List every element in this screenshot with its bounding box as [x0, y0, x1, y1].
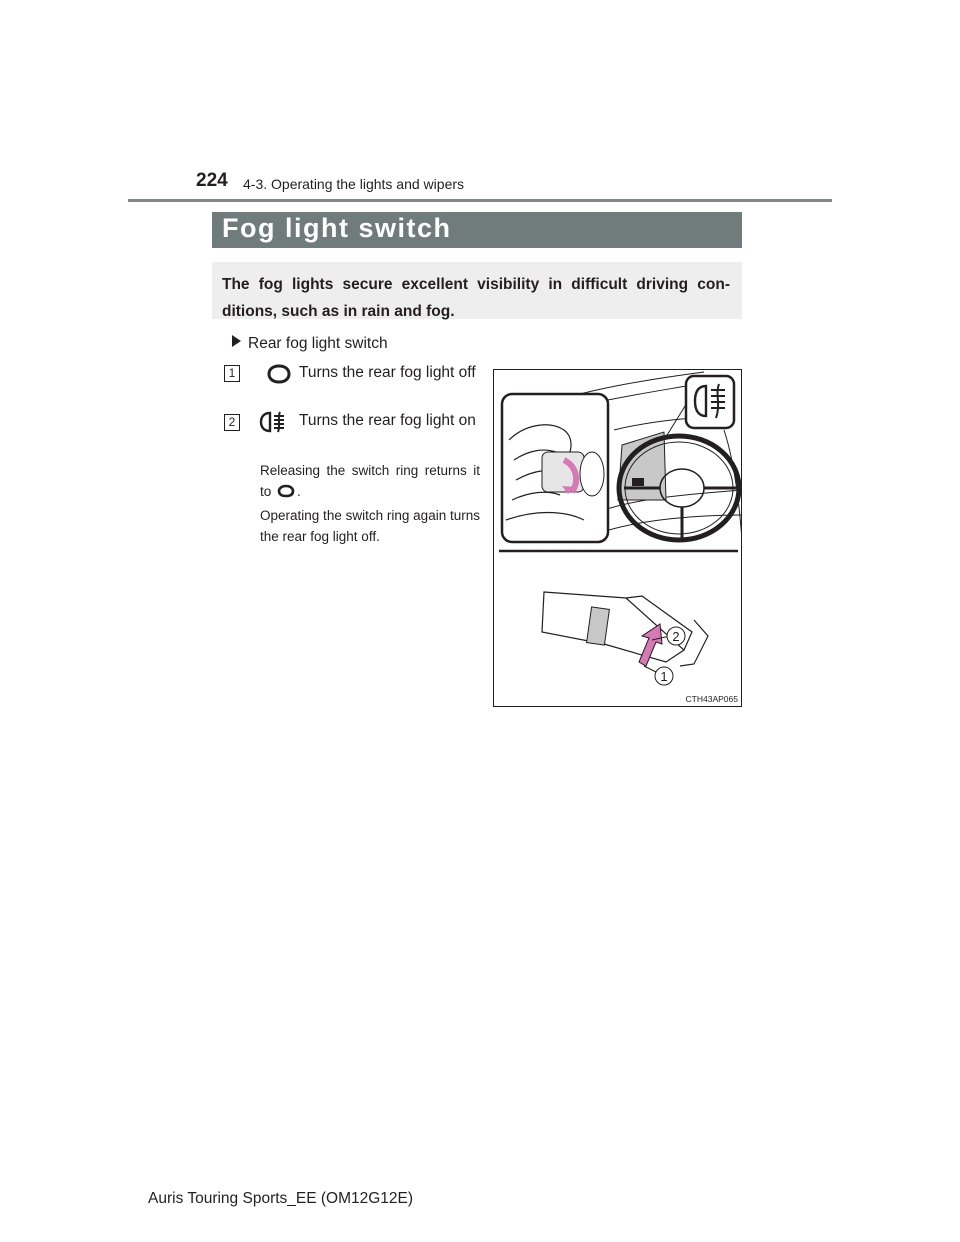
subsection-heading-text: Rear fog light switch	[248, 335, 388, 352]
header-rule	[128, 199, 832, 202]
note-release	[260, 460, 480, 502]
step-number-2: 2	[224, 414, 240, 431]
switch-illustration	[493, 369, 742, 707]
callout-1: 1	[660, 669, 668, 684]
note-release-end: .	[297, 484, 301, 499]
figure-code: CTH43AP065	[685, 694, 738, 704]
footer-text: Auris Touring Sports_EE (OM12G12E)	[148, 1190, 414, 1207]
note-release-text: Releasing the switch ring returns it to	[260, 463, 480, 499]
subsection-heading	[232, 335, 388, 353]
callout-2: 2	[672, 629, 680, 644]
step-text-1: Turns the rear fog light off	[299, 364, 476, 381]
rear-fog-light-icon	[258, 410, 288, 434]
section-title: Fog light switch	[222, 213, 452, 243]
section-title-bar	[212, 212, 742, 248]
triangle-bullet-icon	[232, 335, 241, 347]
chapter-title: 4-3. Operating the lights and wipers	[243, 176, 465, 192]
step-number-1: 1	[224, 365, 240, 382]
note-operate: Operating the switch ring again turns the rear fog light off.	[260, 508, 480, 544]
fog-light-off-icon	[264, 362, 294, 386]
intro-text: The fog lights secure excellent visibility in difficult driving con-ditions, such as in rain and fog.	[222, 276, 730, 320]
fog-light-off-icon	[277, 483, 295, 497]
page-number: 224	[196, 170, 228, 191]
intro-box	[212, 262, 742, 319]
step-text-2: Turns the rear fog light on	[299, 412, 476, 429]
